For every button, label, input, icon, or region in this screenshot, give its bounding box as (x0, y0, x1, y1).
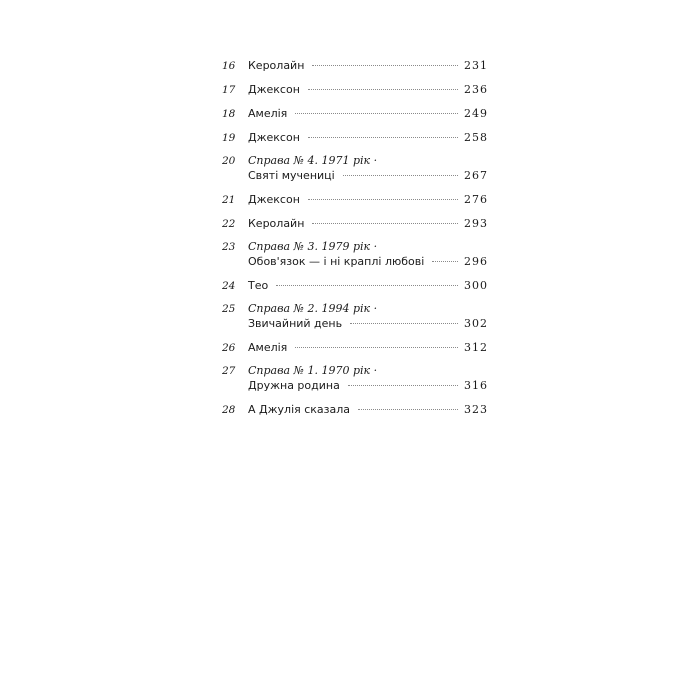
entry-body (248, 58, 488, 74)
chapter-number: 16 (222, 60, 236, 72)
entry-line (248, 82, 488, 98)
toc-entry (222, 278, 488, 294)
toc-entry (222, 82, 488, 98)
chapter-number: 22 (222, 218, 236, 230)
entry-line (248, 168, 488, 184)
dot-leader (312, 223, 458, 224)
entry-line (248, 106, 488, 122)
chapter-number: 28 (222, 404, 236, 416)
entry-line (248, 254, 488, 270)
chapter-number: 23 (222, 241, 236, 253)
toc-entry (222, 106, 488, 122)
dot-leader (295, 347, 458, 348)
dot-leader (358, 409, 458, 410)
page-number: 258 (464, 131, 488, 144)
chapter-title: Звичайний день (248, 317, 343, 330)
page-number: 316 (464, 379, 488, 392)
toc-entry (222, 402, 488, 418)
page-number: 300 (464, 279, 488, 292)
entry-line (248, 192, 488, 208)
entry-line (248, 130, 488, 146)
case-prefix: Справа № 4. 1971 рік · (248, 154, 378, 167)
entry-body (248, 82, 488, 98)
entry-line (248, 216, 488, 232)
toc-entry (222, 154, 488, 184)
chapter-title: Святі мучениці (248, 169, 335, 182)
entry-body (248, 364, 488, 394)
chapter-title: Обов'язок — і ні краплі любові (248, 255, 425, 268)
chapter-title: Амелія (248, 107, 288, 120)
entry-line (248, 278, 488, 294)
chapter-number: 25 (222, 303, 236, 315)
toc-entry (222, 340, 488, 356)
chapter-title: Керолайн (248, 59, 305, 72)
dot-leader (308, 199, 458, 200)
entry-line (248, 340, 488, 356)
page-number: 296 (464, 255, 488, 268)
entry-body (248, 216, 488, 232)
page-number: 312 (464, 341, 488, 354)
chapter-number: 20 (222, 155, 236, 167)
toc-entry (222, 216, 488, 232)
chapter-title: Керолайн (248, 217, 305, 230)
chapter-number: 27 (222, 365, 236, 377)
dot-leader (295, 113, 458, 114)
page-number: 323 (464, 403, 488, 416)
entry-line (248, 378, 488, 394)
toc-entry (222, 130, 488, 146)
chapter-number: 18 (222, 108, 236, 120)
chapter-title: Дружна родина (248, 379, 340, 392)
page-number: 236 (464, 83, 488, 96)
page-number: 249 (464, 107, 488, 120)
dot-leader (350, 323, 458, 324)
dot-leader (348, 385, 458, 386)
entry-body (248, 130, 488, 146)
page-number: 267 (464, 169, 488, 182)
chapter-title: Тео (248, 279, 269, 292)
toc-entry (222, 302, 488, 332)
chapter-title: А Джулія сказала (248, 403, 351, 416)
chapter-title: Джексон (248, 83, 300, 96)
page-number: 276 (464, 193, 488, 206)
chapter-title: Джексон (248, 193, 300, 206)
dot-leader (308, 89, 458, 90)
case-prefix: Справа № 2. 1994 рік · (248, 302, 378, 315)
chapter-number: 21 (222, 194, 236, 206)
chapter-number: 17 (222, 84, 236, 96)
dot-leader (432, 261, 458, 262)
page-number: 293 (464, 217, 488, 230)
entry-body (248, 302, 488, 332)
entry-body (248, 154, 488, 184)
chapter-number: 26 (222, 342, 236, 354)
entry-line (248, 316, 488, 332)
table-of-contents (222, 58, 488, 426)
toc-entry (222, 192, 488, 208)
page-number: 302 (464, 317, 488, 330)
entry-body (248, 402, 488, 418)
toc-entry (222, 240, 488, 270)
entry-body (248, 278, 488, 294)
entry-body (248, 340, 488, 356)
toc-entry (222, 58, 488, 74)
chapter-number: 19 (222, 132, 236, 144)
entry-line (248, 402, 488, 418)
entry-body (248, 192, 488, 208)
page-number: 231 (464, 59, 488, 72)
entry-body (248, 240, 488, 270)
chapter-title: Джексон (248, 131, 300, 144)
chapter-title: Амелія (248, 341, 288, 354)
toc-entry (222, 364, 488, 394)
dot-leader (343, 175, 458, 176)
case-prefix: Справа № 3. 1979 рік · (248, 240, 378, 253)
case-prefix: Справа № 1. 1970 рік · (248, 364, 378, 377)
chapter-number: 24 (222, 280, 236, 292)
dot-leader (308, 137, 458, 138)
entry-body (248, 106, 488, 122)
entry-line (248, 58, 488, 74)
dot-leader (276, 285, 458, 286)
dot-leader (312, 65, 458, 66)
